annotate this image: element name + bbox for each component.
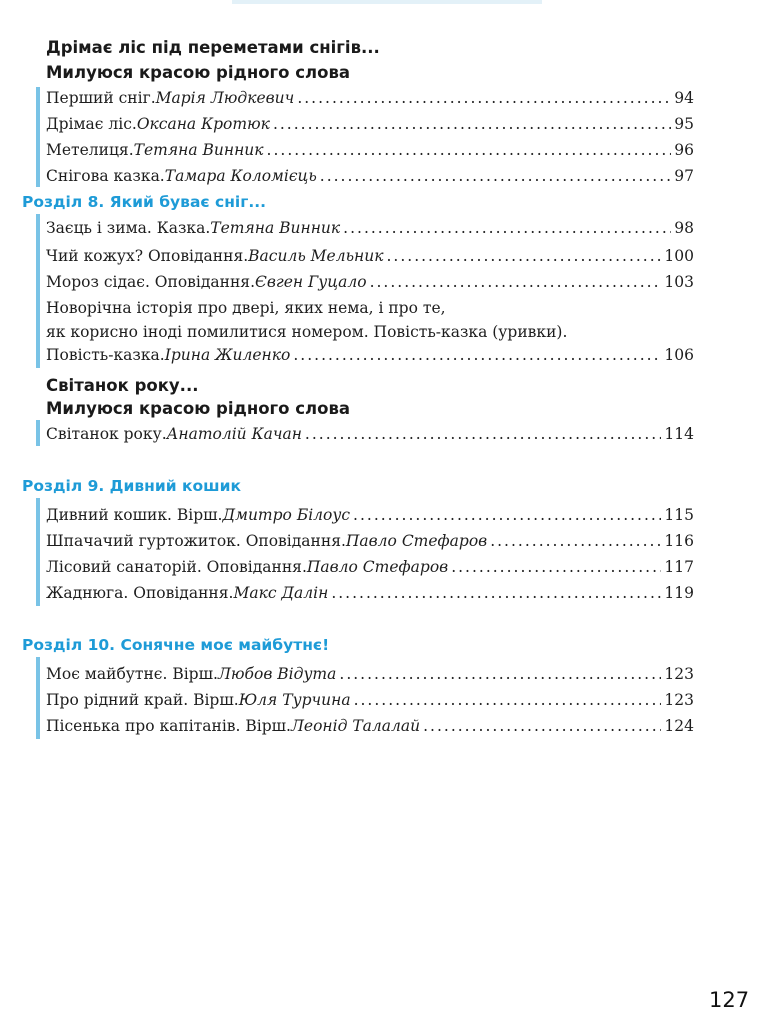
entry-page: 123 <box>664 691 694 709</box>
dot-leader <box>297 86 671 111</box>
chapter-heading: Розділ 10. Сонячне моє майбутнє! <box>22 636 330 654</box>
entry-page: 106 <box>664 346 694 364</box>
section-heading: Дрімає ліс під переметами снігів... <box>46 38 380 57</box>
entry-title: Пісенька про капітанів. Вірш. <box>46 717 291 735</box>
dot-leader <box>370 270 662 295</box>
toc-entry[interactable] <box>46 688 694 713</box>
section-heading: Світанок року... <box>46 376 199 395</box>
toc-entry[interactable] <box>46 662 694 687</box>
dot-leader <box>423 714 661 739</box>
entry-author: Ірина Жиленко <box>164 346 291 364</box>
entry-page: 103 <box>664 273 694 291</box>
entry-author: Павло Стефаров <box>306 558 449 576</box>
entry-title: Снігова казка. <box>46 167 165 185</box>
toc-entry[interactable] <box>46 555 694 580</box>
entry-title: Метелиця. <box>46 141 134 159</box>
chapter-rule <box>36 214 40 368</box>
entry-title: Чий кожух? Оповідання. <box>46 247 249 265</box>
dot-leader <box>387 244 662 269</box>
entry-title: Жаднюга. Оповідання. <box>46 584 234 602</box>
dot-leader <box>267 138 672 163</box>
dot-leader <box>305 422 661 447</box>
entry-page: 100 <box>664 247 694 265</box>
dot-leader <box>490 529 661 554</box>
dot-leader <box>451 555 661 580</box>
toc-entry-title-line: Новорічна історія про двері, яких нема, і про те, <box>46 299 446 317</box>
dot-leader <box>354 688 662 713</box>
entry-title: Моє майбутнє. Вірш. <box>46 665 218 683</box>
dot-leader <box>320 164 671 189</box>
toc-entry[interactable] <box>46 529 694 554</box>
chapter-rule <box>36 498 40 606</box>
entry-author: Анатолій Качан <box>166 425 302 443</box>
entry-title: Лісовий санаторій. Оповідання. <box>46 558 307 576</box>
entry-page: 116 <box>664 532 694 550</box>
toc-entry[interactable] <box>46 503 694 528</box>
dot-leader <box>273 112 671 137</box>
toc-entry[interactable] <box>46 270 694 295</box>
page-number: 127 <box>709 988 750 1012</box>
dot-leader <box>339 662 661 687</box>
section-rule <box>36 87 40 187</box>
toc-entry[interactable] <box>46 164 694 189</box>
entry-title: Повість-казка. <box>46 346 165 364</box>
entry-author: Тетяна Винник <box>210 219 341 237</box>
entry-author: Євген Гуцало <box>255 273 367 291</box>
entry-page: 115 <box>664 506 694 524</box>
entry-author: Тамара Коломієць <box>164 167 317 185</box>
entry-author: Василь Мельник <box>248 247 384 265</box>
entry-author: Павло Стефаров <box>345 532 488 550</box>
toc-entry[interactable] <box>46 422 694 447</box>
top-decor-line <box>232 0 542 4</box>
dot-leader <box>353 503 661 528</box>
entry-page: 114 <box>664 425 694 443</box>
chapter-heading: Розділ 8. Який буває сніг... <box>22 193 266 211</box>
section-subheading: Милуюся красою рідного слова <box>46 63 351 82</box>
entry-author: Дмитро Білоус <box>222 506 351 524</box>
toc-entry[interactable] <box>46 112 694 137</box>
entry-author: Марія Людкевич <box>155 89 295 107</box>
toc-entry[interactable] <box>46 138 694 163</box>
entry-page: 124 <box>664 717 694 735</box>
toc-entry[interactable] <box>46 581 694 606</box>
toc-entry[interactable] <box>46 343 694 368</box>
entry-page: 97 <box>674 167 694 185</box>
entry-author: Тетяна Винник <box>133 141 264 159</box>
chapter-rule <box>36 657 40 739</box>
entry-page: 119 <box>664 584 694 602</box>
dot-leader <box>331 581 661 606</box>
entry-author: Леонід Талалай <box>290 717 421 735</box>
toc-entry[interactable] <box>46 216 694 241</box>
entry-page: 98 <box>674 219 694 237</box>
entry-author: Оксана Кротюк <box>136 115 270 133</box>
entry-title: Перший сніг. <box>46 89 156 107</box>
entry-page: 94 <box>674 89 694 107</box>
section-subheading: Милуюся красою рідного слова <box>46 399 351 418</box>
entry-page: 96 <box>674 141 694 159</box>
entry-author: Макс Далін <box>233 584 329 602</box>
entry-title: Дрімає ліс. <box>46 115 137 133</box>
dot-leader <box>343 216 671 241</box>
entry-title: Світанок року. <box>46 425 167 443</box>
dot-leader <box>293 343 661 368</box>
entry-title: Дивний кошик. Вірш. <box>46 506 223 524</box>
toc-entry-title-line: як корисно іноді помилитися номером. Повість-казка (уривки). <box>46 323 568 341</box>
entry-title: Заєць і зима. Казка. <box>46 219 211 237</box>
toc-entry[interactable] <box>46 714 694 739</box>
entry-author: Юля Турчина <box>238 691 351 709</box>
entry-page: 95 <box>674 115 694 133</box>
entry-page: 117 <box>664 558 694 576</box>
chapter-heading: Розділ 9. Дивний кошик <box>22 477 241 495</box>
section-rule <box>36 420 40 446</box>
entry-page: 123 <box>664 665 694 683</box>
entry-title: Мороз сідає. Оповідання. <box>46 273 256 291</box>
toc-entry[interactable] <box>46 86 694 111</box>
toc-entry[interactable] <box>46 244 694 269</box>
entry-title: Про рідний край. Вірш. <box>46 691 239 709</box>
entry-title: Шпачачий гуртожиток. Оповідання. <box>46 532 346 550</box>
entry-author: Любов Відута <box>217 665 337 683</box>
